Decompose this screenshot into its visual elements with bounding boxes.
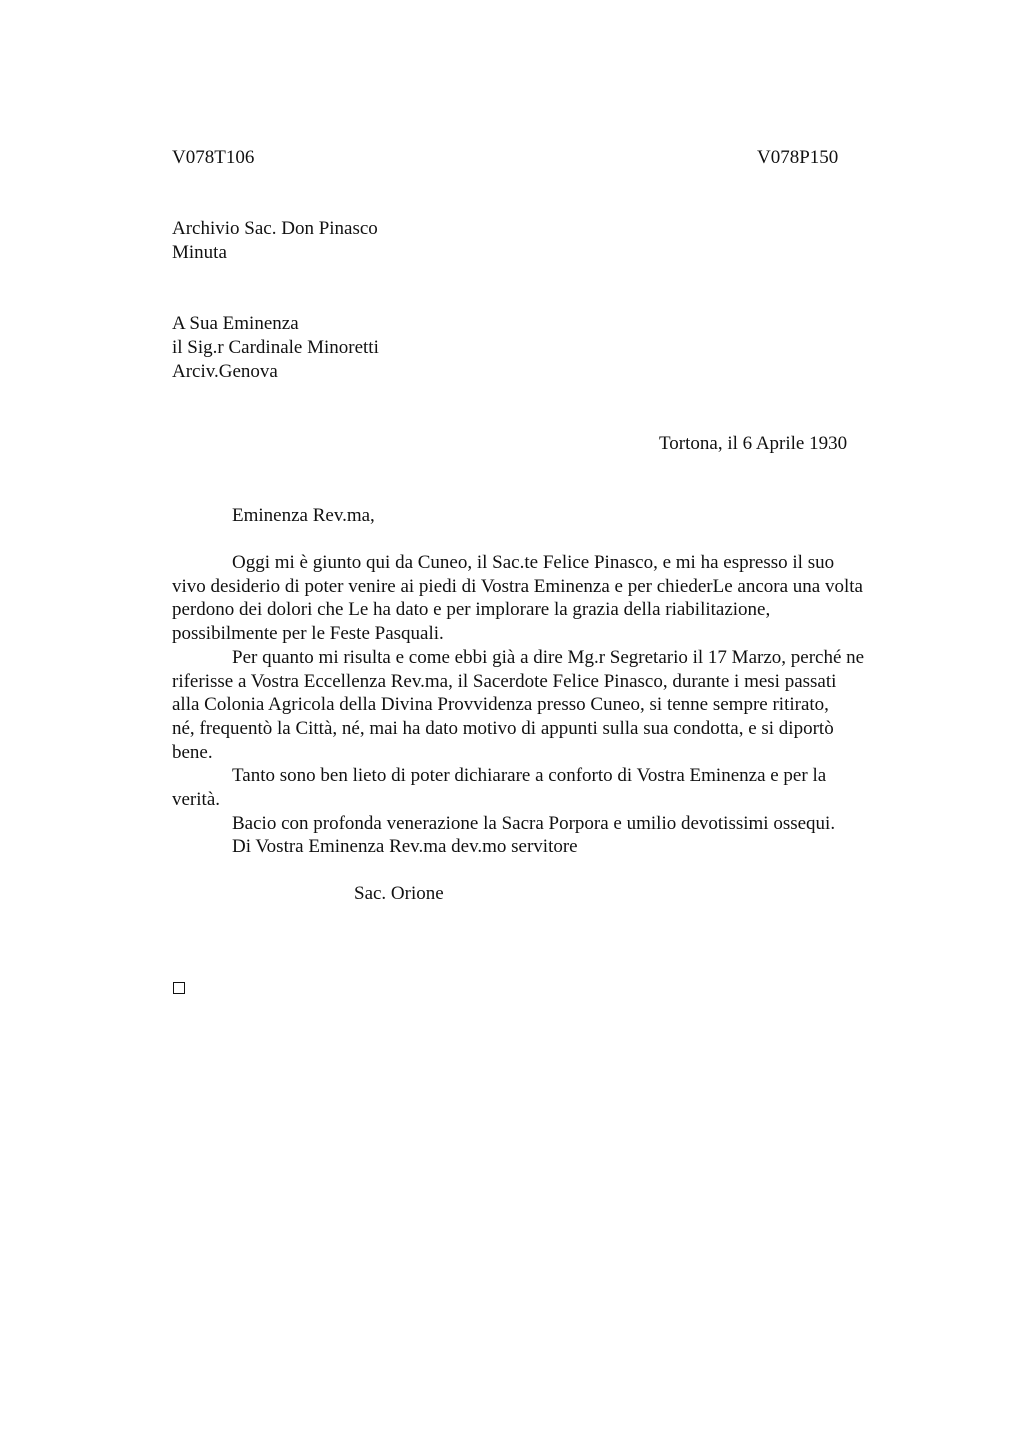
signature: Sac. Orione <box>354 883 444 904</box>
body-paragraph: Di Vostra Eminenza Rev.ma dev.mo servitore <box>232 836 578 858</box>
salutation: Eminenza Rev.ma, <box>232 505 375 526</box>
document-code-left: V078T106 <box>172 147 255 168</box>
archive-note <box>172 217 378 265</box>
letter-body <box>172 551 932 859</box>
recipient-line: A Sua Eminenza <box>172 313 299 334</box>
empty-square-icon <box>173 982 185 994</box>
recipient-line: Arciv.Genova <box>172 361 278 382</box>
archive-line: Minuta <box>172 242 227 263</box>
body-paragraph: Per quanto mi risulta e come ebbi già a dire Mg.r Segretario il 17 Marzo, perché ne riferisse a Vostra Eccellenza Rev.ma, il Sacerdote Felice Pinasco, durante i mesi passati alla Colonia Agricola della Divina Provvidenza presso Cuneo, si tenne sempre ritirato, né, frequentò la Città, né, mai ha dato motivo di appunti sulla sua condotta, e si diportò bene. <box>172 646 865 763</box>
document-code-right: V078P150 <box>757 147 839 168</box>
body-paragraph: Oggi mi è giunto qui da Cuneo, il Sac.te Felice Pinasco, e mi ha espresso il suo vivo desiderio di poter venire ai piedi di Vostra Eminenza e per chiederLe ancora una volta perdono dei dolori che Le ha dato e per implorare la grazia della riabilitazione, possibilmente per le Feste Pasquali. <box>172 552 863 645</box>
recipient-address <box>172 312 379 384</box>
recipient-line: il Sig.r Cardinale Minoretti <box>172 337 379 358</box>
place-date: Tortona, il 6 Aprile 1930 <box>659 433 848 454</box>
body-paragraph: Tanto sono ben lieto di poter dichiarare a conforto di Vostra Eminenza e per la verità. <box>172 765 827 811</box>
archive-line: Archivio Sac. Don Pinasco <box>172 218 378 239</box>
body-paragraph: Bacio con profonda venerazione la Sacra Porpora e umilio devotissimi ossequi. <box>232 812 836 834</box>
